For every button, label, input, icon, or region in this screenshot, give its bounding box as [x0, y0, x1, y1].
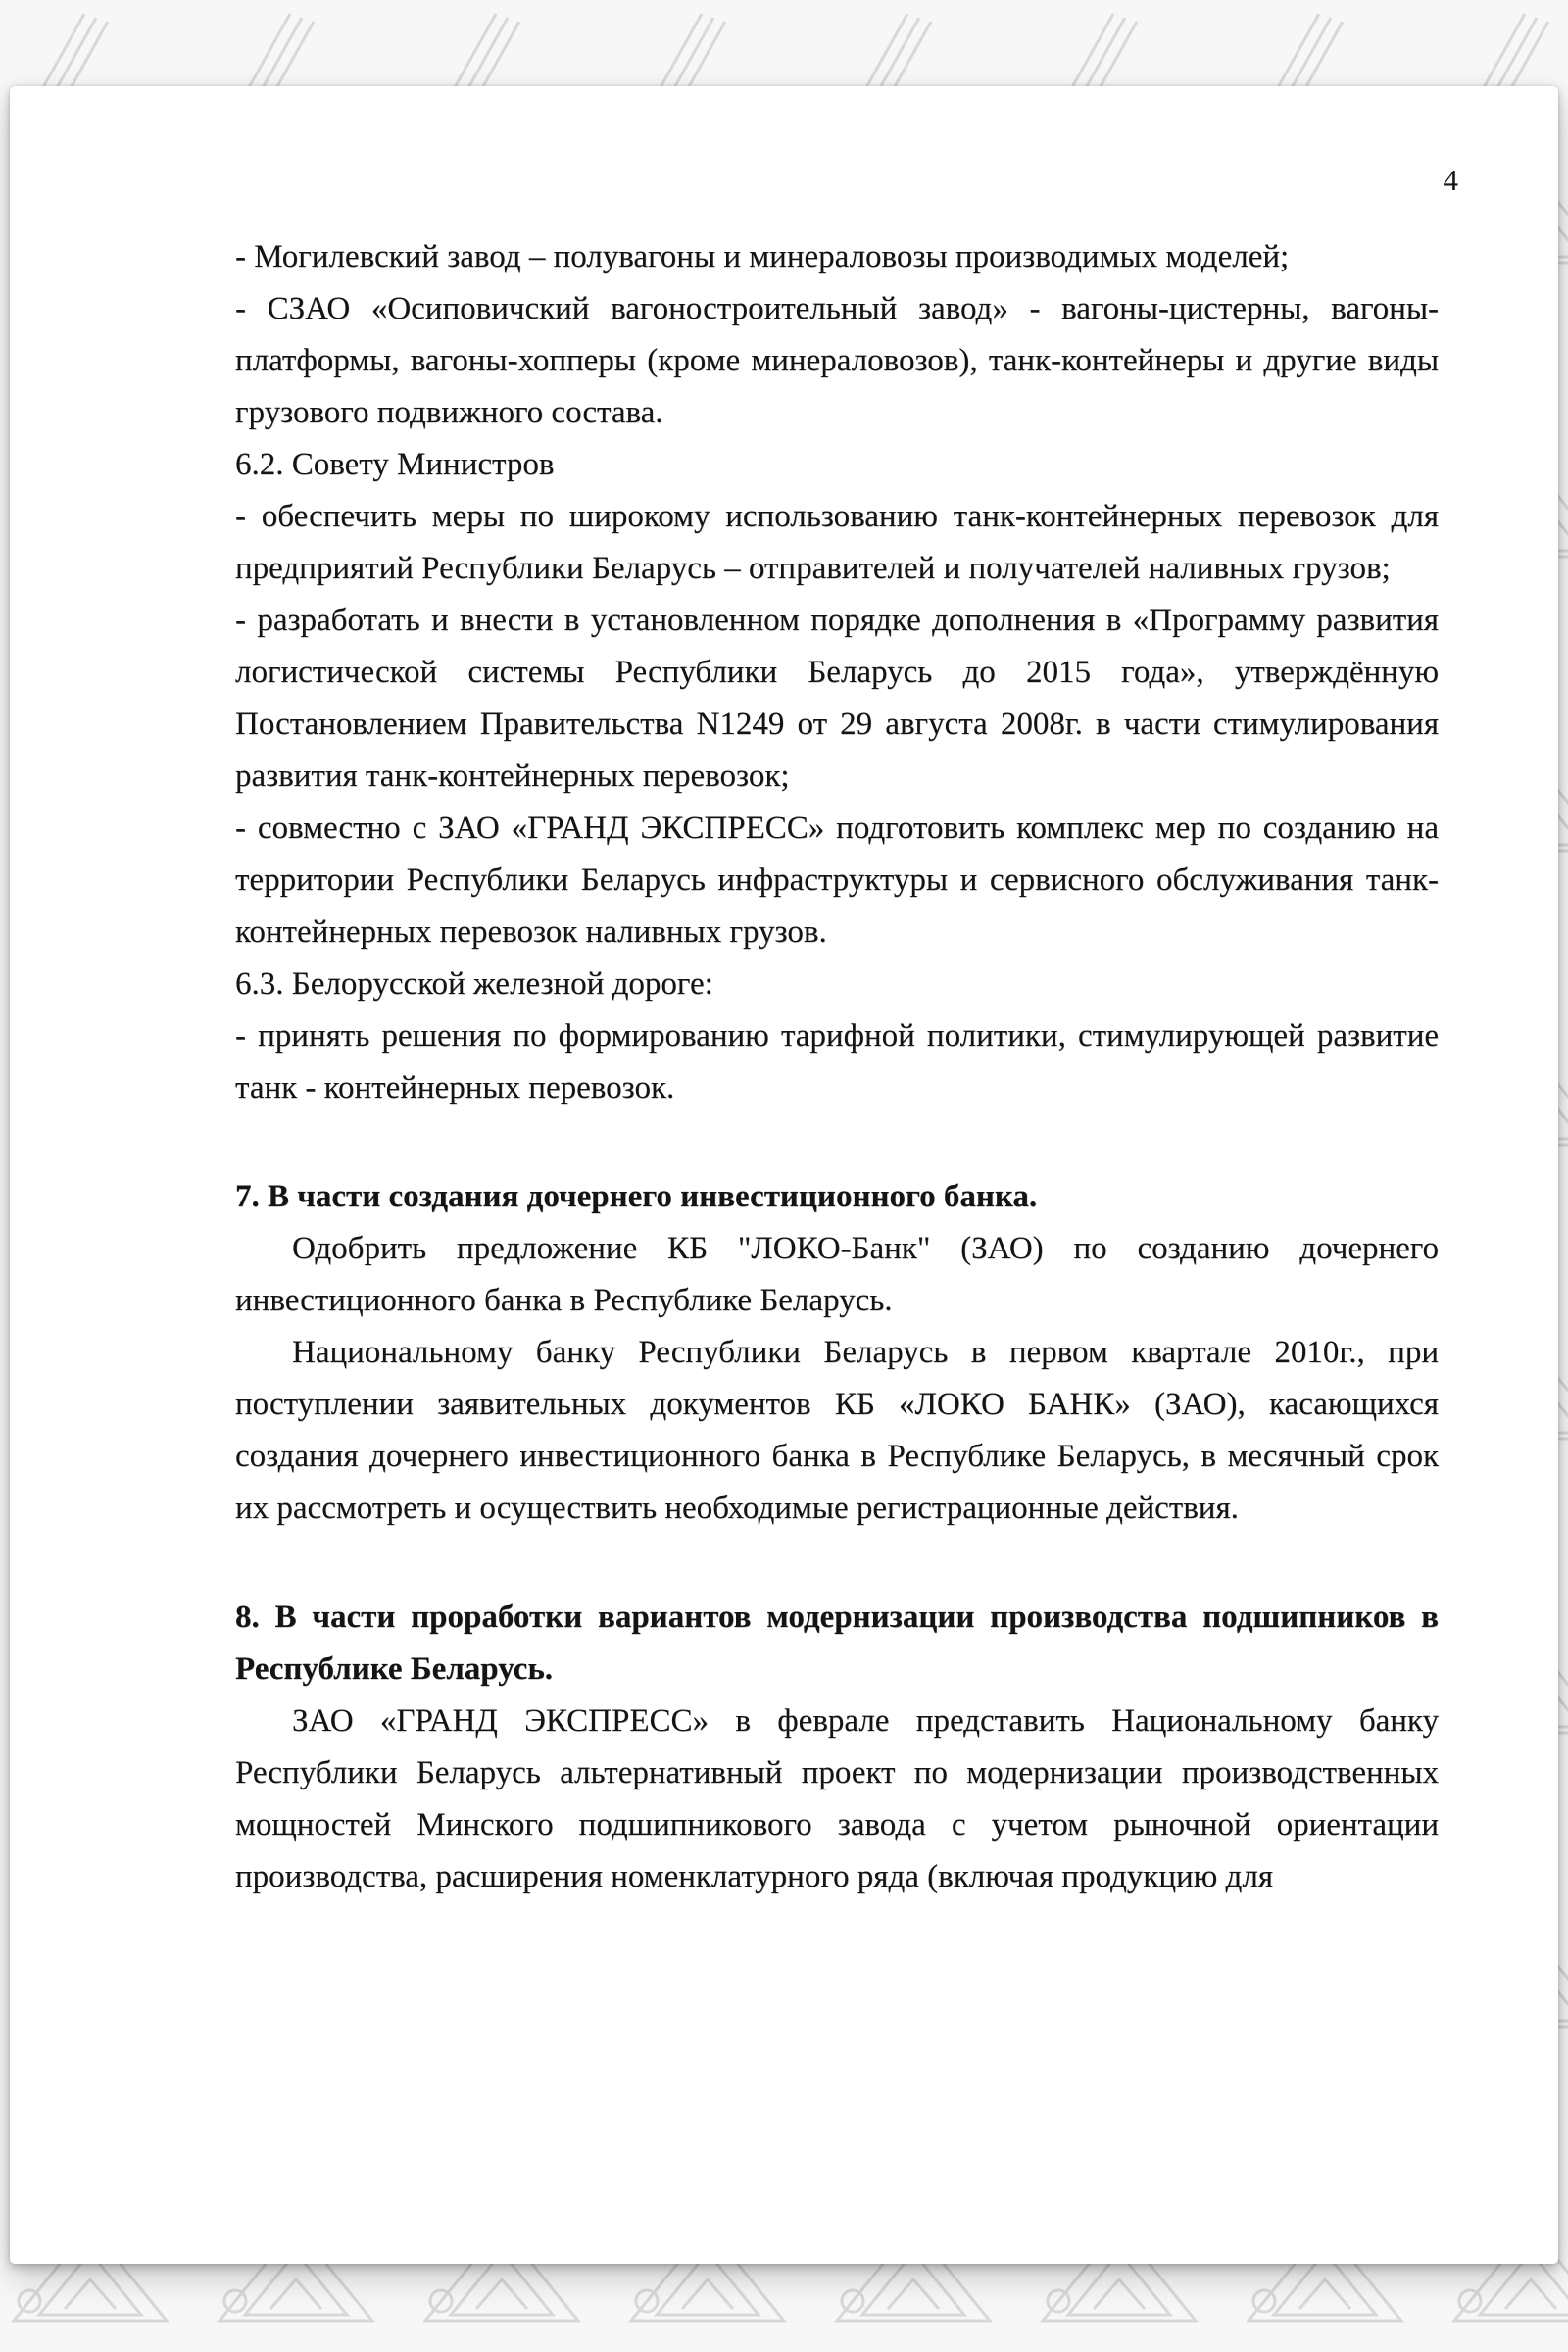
- document-text-block: [235, 231, 1439, 1903]
- doc-paragraph: Одобрить предложение КБ "ЛОКО-Банк" (ЗАО) по созданию дочернего инвестиционного банка в Республике Беларусь.: [235, 1231, 1439, 1318]
- doc-paragraph: - СЗАО «Осиповичский вагоностроительный завод» - вагоны-цистерны, вагоны-платформы, вагоны-хопперы (кроме минераловозов), танк-контейнеры и другие виды грузового подвижного состава.: [235, 291, 1439, 430]
- doc-heading-8: 8. В части проработки вариантов модернизации производства подшипников в Республике Беларусь.: [235, 1599, 1439, 1687]
- document-page: [10, 86, 1558, 2264]
- doc-paragraph: - разработать и внести в установленном порядке дополнения в «Программу развития логистической системы Республики Беларусь до 2015 года», утверждённую Постановлением Правительства N1249 от 29 августа 2008г. в части стимулирования развития танк-контейнерных перевозок;: [235, 603, 1439, 794]
- page-number: 4: [1443, 163, 1458, 197]
- doc-paragraph: - обеспечить меры по широкому использованию танк-контейнерных перевозок для предприятий Республики Беларусь – отправителей и получателей наливных грузов;: [235, 499, 1439, 586]
- doc-paragraph: 6.2. Совету Министров: [235, 447, 555, 482]
- doc-paragraph: Национальному банку Республики Беларусь в первом квартале 2010г., при поступлении заявительных документов КБ «ЛОКО БАНК» (ЗАО), касающихся создания дочернего инвестиционного банка в Республике Беларусь, в месячный срок их рассмотреть и осуществить необходимые регистрационные действия.: [235, 1335, 1439, 1526]
- doc-heading-7: 7. В части создания дочернего инвестиционного банка.: [235, 1179, 1038, 1214]
- doc-paragraph: 6.3. Белорусской железной дороге:: [235, 966, 713, 1002]
- doc-paragraph: - принять решения по формированию тарифной политики, стимулирующей развитие танк - контейнерных перевозок.: [235, 1018, 1439, 1105]
- doc-paragraph: - совместно с ЗАО «ГРАНД ЭКСПРЕСС» подготовить комплекс мер по созданию на территории Республики Беларусь инфраструктуры и сервисного обслуживания танк-контейнерных перевозок наливных грузов.: [235, 810, 1439, 950]
- doc-paragraph: ЗАО «ГРАНД ЭКСПРЕСС» в феврале представить Национальному банку Республики Беларусь альтернативный проект по модернизации производственных мощностей Минского подшипникового завода с учетом рыночной ориентации производства, расширения номенклатурного ряда (включая продукцию для: [235, 1703, 1439, 1894]
- doc-paragraph: - Могилевский завод – полувагоны и минераловозы производимых моделей;: [235, 239, 1290, 274]
